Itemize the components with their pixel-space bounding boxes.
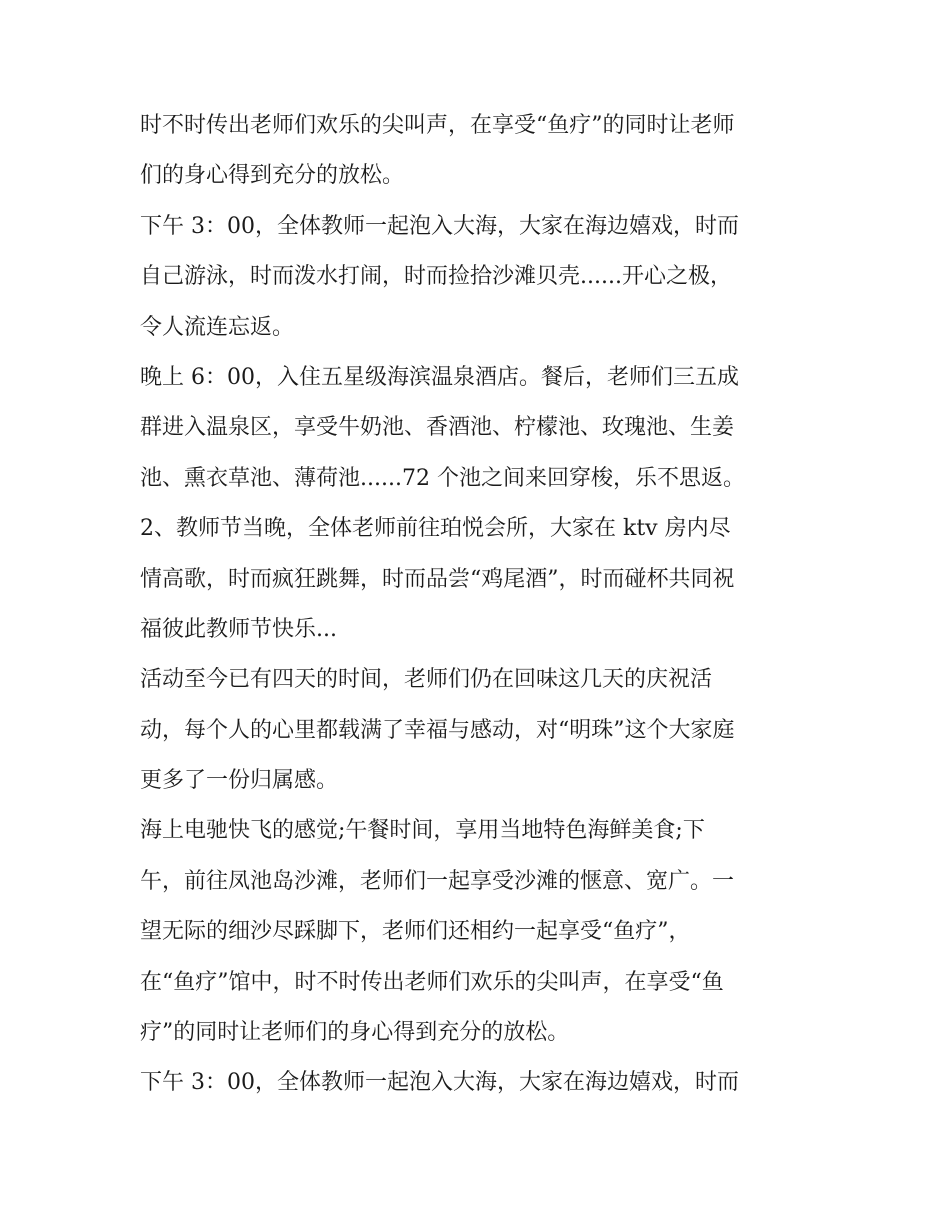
text-line: 们的身心得到充分的放松。 [140,163,405,189]
text-line: 活动至今已有四天的时间，老师们仍在回味这几天的庆祝活 [140,667,713,693]
text-line: 午，前往凤池岛沙滩，老师们一起享受沙滩的惬意、宽广。一 [140,868,735,894]
text-line: 望无际的细沙尽踩脚下，老师们还相约一起享受“鱼疗”， [140,919,691,945]
text-line: 海上电驰快飞的感觉;午餐时间，享用当地特色海鲜美食;下 [140,818,705,844]
text-line: 情高歌，时而疯狂跳舞，时而品尝“鸡尾酒”，时而碰杯共同祝 [140,566,735,592]
text-line: 群进入温泉区，享受牛奶池、香酒池、柠檬池、玫瑰池、生姜 [140,415,735,441]
text-line: 疗”的同时让老师们的身心得到充分的放松。 [140,1020,570,1046]
text-line: 自己游泳，时而泼水打闹，时而捡拾沙滩贝壳......开心之极， [140,264,732,290]
text-line: 下午 3：00，全体教师一起泡入大海，大家在海边嬉戏，时而 [140,213,739,239]
text-line: 令人流连忘返。 [140,314,295,340]
text-line: 更多了一份归属感。 [140,768,339,794]
text-line: 池、熏衣草池、薄荷池......72 个池之间来回穿梭，乐不思返。 [140,465,745,491]
text-line: 晚上 6：00，入住五星级海滨温泉酒店。餐后，老师们三五成 [140,364,739,390]
text-line: 2、教师节当晚，全体老师前往珀悦会所，大家在 ktv 房内尽 [140,516,731,542]
text-line: 下午 3：00，全体教师一起泡入大海，大家在海边嬉戏，时而 [140,1070,739,1096]
text-line: 动，每个人的心里都载满了幸福与感动，对“明珠”这个大家庭 [140,717,735,743]
text-line: 时不时传出老师们欢乐的尖叫声，在享受“鱼疗”的同时让老师 [140,113,735,138]
text-line: 福彼此教师节快乐... [140,616,337,642]
document-body [140,101,820,1109]
text-line: 在“鱼疗”馆中，时不时传出老师们欢乐的尖叫声，在享受“鱼 [140,969,724,995]
